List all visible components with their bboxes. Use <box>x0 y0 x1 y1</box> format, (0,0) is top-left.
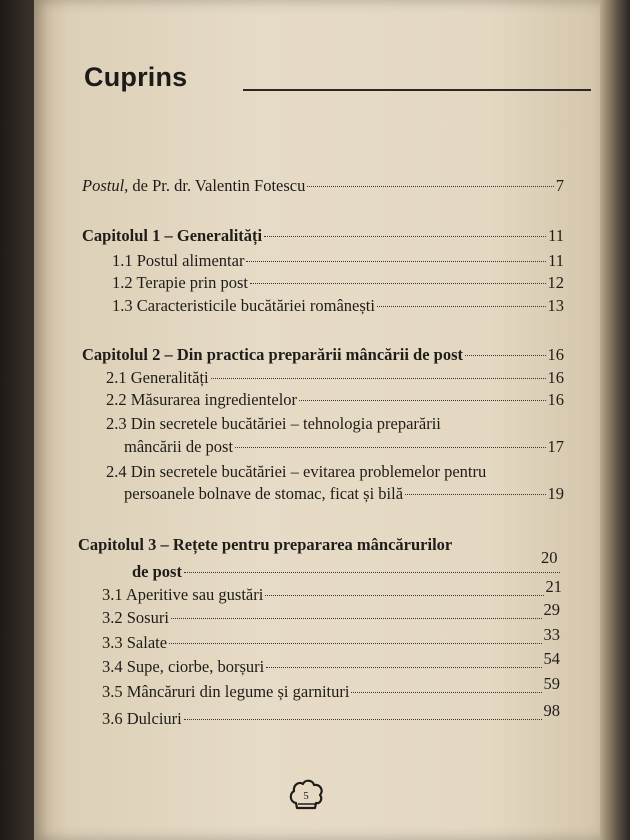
section-label: 1.2 Terapie prin post <box>112 273 249 292</box>
page-number: 16 <box>547 390 564 409</box>
dot-leader <box>266 667 541 668</box>
toc-section-1-2[interactable] <box>112 273 564 293</box>
page-number: 29 <box>543 600 560 619</box>
dot-leader <box>171 618 542 619</box>
page-edge-shadow <box>600 0 630 840</box>
dot-leader <box>184 572 560 573</box>
section-label: 3.4 Supe, ciorbe, borșuri <box>102 657 265 676</box>
dot-leader <box>184 719 542 720</box>
section-label: persoanele bolnave de stomac, ficat și bilă <box>124 484 404 503</box>
page-number: 11 <box>548 226 564 245</box>
toc-section-3-2[interactable] <box>102 600 560 628</box>
dot-leader <box>307 186 553 187</box>
page-number: 16 <box>547 368 564 387</box>
chapter-title: de post <box>132 562 182 581</box>
toc-section-2-3-line1: 2.3 Din secretele bucătăriei – tehnologia preparării <box>106 414 441 433</box>
section-label: 3.1 Aperitive sau gustări <box>102 585 264 604</box>
toc-section-3-3[interactable] <box>102 625 560 653</box>
book-page <box>34 0 600 840</box>
section-label: 1.1 Postul alimentar <box>112 251 245 270</box>
section-label: 3.3 Salate <box>102 633 168 652</box>
section-label: 3.6 Dulciuri <box>102 709 182 728</box>
toc-section-1-1[interactable] <box>112 251 564 271</box>
toc-chapter-2[interactable] <box>82 345 564 365</box>
dot-leader <box>235 447 545 448</box>
page-title: Cuprins <box>84 62 188 92</box>
chapter-title: Capitolul 2 – Din practica preparării mâncării de post <box>82 345 464 364</box>
dot-leader <box>211 378 546 379</box>
book-spine-shadow <box>0 0 34 840</box>
chapter-3-page-number: 20 <box>541 548 558 567</box>
page-number: 19 <box>547 484 564 503</box>
page-number: 7 <box>555 176 564 195</box>
toc-section-1-3[interactable] <box>112 296 564 316</box>
dot-leader <box>299 400 545 401</box>
page-number: 13 <box>547 296 564 315</box>
toc-section-3-1[interactable] <box>102 577 562 605</box>
page-number: 17 <box>547 437 564 456</box>
section-label: 2.2 Măsurarea ingredientelor <box>106 390 298 409</box>
page-number: 98 <box>543 701 560 720</box>
chef-hat-svg <box>287 777 325 811</box>
dot-leader <box>250 283 545 284</box>
page-number: 21 <box>545 577 562 596</box>
section-label: 3.2 Sosuri <box>102 608 169 627</box>
toc-entry-preface[interactable] <box>82 176 564 196</box>
chef-hat-icon <box>287 777 325 811</box>
toc-section-2-4[interactable] <box>124 484 564 504</box>
page-number: 16 <box>547 345 564 364</box>
page-number: 11 <box>548 251 564 270</box>
toc-section-2-4-line1: 2.4 Din secretele bucătăriei – evitarea problemelor pentru <box>106 462 487 481</box>
toc-section-2-3[interactable] <box>124 437 564 457</box>
toc-section-3-4[interactable] <box>102 649 560 677</box>
dot-leader <box>246 261 546 262</box>
page-number: 12 <box>547 273 564 292</box>
toc-section-2-1[interactable] <box>106 368 564 388</box>
dot-leader <box>169 643 541 644</box>
section-label: 2.1 Generalități <box>106 368 209 387</box>
section-label: mâncării de post <box>124 437 234 456</box>
page-number: 33 <box>543 625 560 644</box>
page-number: 59 <box>543 674 560 693</box>
dot-leader <box>377 306 546 307</box>
toc-chapter-1[interactable] <box>82 226 564 246</box>
preface-label: Postul, de Pr. dr. Valentin Fotescu <box>82 176 306 195</box>
dot-leader <box>351 692 541 693</box>
dot-leader <box>465 355 545 356</box>
dot-leader <box>264 236 546 237</box>
section-label: 3.5 Mâncăruri din legume și garnituri <box>102 682 350 701</box>
chapter-title: Capitolul 1 – Generalități <box>82 226 263 245</box>
table-of-contents <box>34 0 600 840</box>
dot-leader <box>265 595 543 596</box>
toc-chapter-3[interactable] <box>132 562 562 582</box>
toc-section-2-2[interactable] <box>106 390 564 410</box>
toc-section-3-6[interactable] <box>102 701 560 729</box>
page-number: 54 <box>543 649 560 668</box>
dot-leader <box>405 494 545 495</box>
section-label: 1.3 Caracteristicile bucătăriei românești <box>112 296 375 315</box>
footer-page-number: 5 <box>303 790 309 802</box>
toc-section-3-5[interactable] <box>102 674 560 702</box>
toc-chapter-3-line1: Capitolul 3 – Rețete pentru prepararea mâncărurilor <box>78 535 453 554</box>
